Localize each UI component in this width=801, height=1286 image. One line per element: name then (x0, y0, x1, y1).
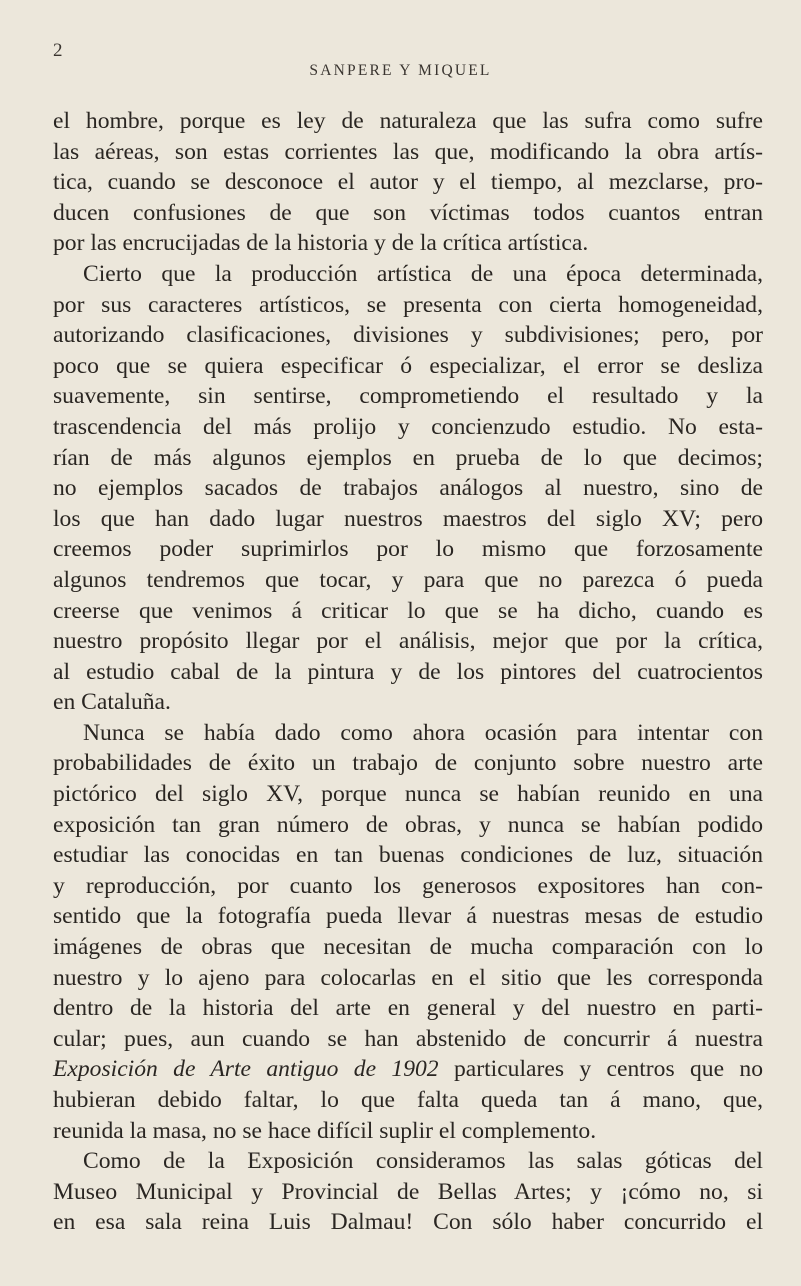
paragraph-4 (53, 1146, 763, 1238)
text-line: por las encrucijadas de la historia y de la crítica artística. (53, 230, 589, 257)
text-line: exposición tan gran número de obras, y nunca se habían podido (53, 811, 763, 838)
text-line: imágenes de obras que necesitan de mucha comparación con lo (53, 934, 763, 961)
text-line: pictórico del siglo XV, porque nunca se habían reunido en una (53, 781, 763, 808)
text-line: en Cataluña. (53, 689, 171, 716)
text-line: el hombre, porque es ley de naturaleza que las sufra como sufre (53, 108, 763, 134)
paragraph-2 (53, 259, 763, 718)
text-line-with-italic-title (53, 1054, 763, 1085)
text-line: ducen confusiones de que son víctimas todos cuantos entran (53, 199, 763, 226)
text-line: creemos poder suprimirlos por lo mismo que forzosamente (53, 536, 763, 563)
text-line: los que han dado lugar nuestros maestros del siglo XV; pero (53, 505, 763, 532)
text-line: Nunca se había dado como ahora ocasión para intentar con (83, 719, 763, 746)
text-line: Cierto que la producción artística de una época determinada, (83, 260, 763, 287)
text-line: poco que se quiera especificar ó especializar, el error se desliza (53, 352, 763, 379)
text-line: rían de más algunos ejemplos en prueba de lo que decimos; (53, 444, 763, 471)
paragraph-1 (53, 106, 763, 259)
text-line: algunos tendremos que tocar, y para que no parezca ó pueda (53, 566, 763, 593)
running-head: SANPERE Y MIQUEL (309, 62, 492, 79)
text-line: nuestro y lo ajeno para colocarlas en el sitio que les corresponda (53, 964, 763, 991)
text-line: no ejemplos sacados de trabajos análogos al nuestro, sino de (53, 475, 763, 502)
text-line: autorizando clasificaciones, divisiones y subdivisiones; pero, por (53, 322, 763, 349)
text-fragment: particulares y centros que no (438, 1056, 763, 1083)
paragraph-3 (53, 718, 763, 1146)
text-line: Museo Municipal y Provincial de Bellas Artes; y ¡cómo no, si (53, 1178, 763, 1205)
text-line: dentro de la historia del arte en general y del nuestro en parti- (53, 995, 763, 1022)
text-line: por sus caracteres artísticos, se presenta con cierta homogeneidad, (53, 291, 763, 318)
text-line: suavemente, sin sentirse, comprometiendo el resultado y la (53, 383, 763, 410)
text-line: al estudio cabal de la pintura y de los pintores del cuatrocientos (53, 658, 763, 685)
text-line: reunida la masa, no se hace difícil suplir el complemento. (53, 1117, 597, 1144)
exhibition-title: Exposición de Arte antiguo de 1902 (53, 1056, 439, 1083)
text-line: sentido que la fotografía pueda llevar á nuestras mesas de estudio (53, 903, 763, 930)
text-line: las aéreas, son estas corrientes las que, modificando la obra artís- (53, 138, 763, 165)
text-line: probabilidades de éxito un trabajo de conjunto sobre nuestro arte (53, 750, 763, 777)
text-line: tica, cuando se desconoce el autor y el tiempo, al mezclarse, pro- (53, 169, 763, 196)
text-line: creerse que venimos á criticar lo que se ha dicho, cuando es (53, 597, 763, 624)
text-line: nuestro propósito llegar por el análisis, mejor que por la crítica, (53, 628, 763, 655)
text-line: hubieran debido faltar, lo que falta queda tan á mano, que, (53, 1087, 763, 1113)
text-line: trascendencia del más prolijo y concienzudo estudio. No esta- (53, 413, 763, 440)
text-line: Como de la Exposición consideramos las salas góticas del (83, 1148, 763, 1175)
text-line: cular; pues, aun cuando se han abstenido de concurrir á nuestra (53, 1025, 763, 1052)
text-line: estudiar las conocidas en tan buenas condiciones de luz, situación (53, 842, 763, 869)
text-line: en esa sala reina Luis Dalmau! Con sólo haber concurrido el (53, 1209, 763, 1236)
text-line: y reproducción, por cuanto los generosos expositores han con- (53, 872, 763, 899)
page-number: 2 (53, 40, 63, 61)
body-text (53, 106, 763, 1238)
